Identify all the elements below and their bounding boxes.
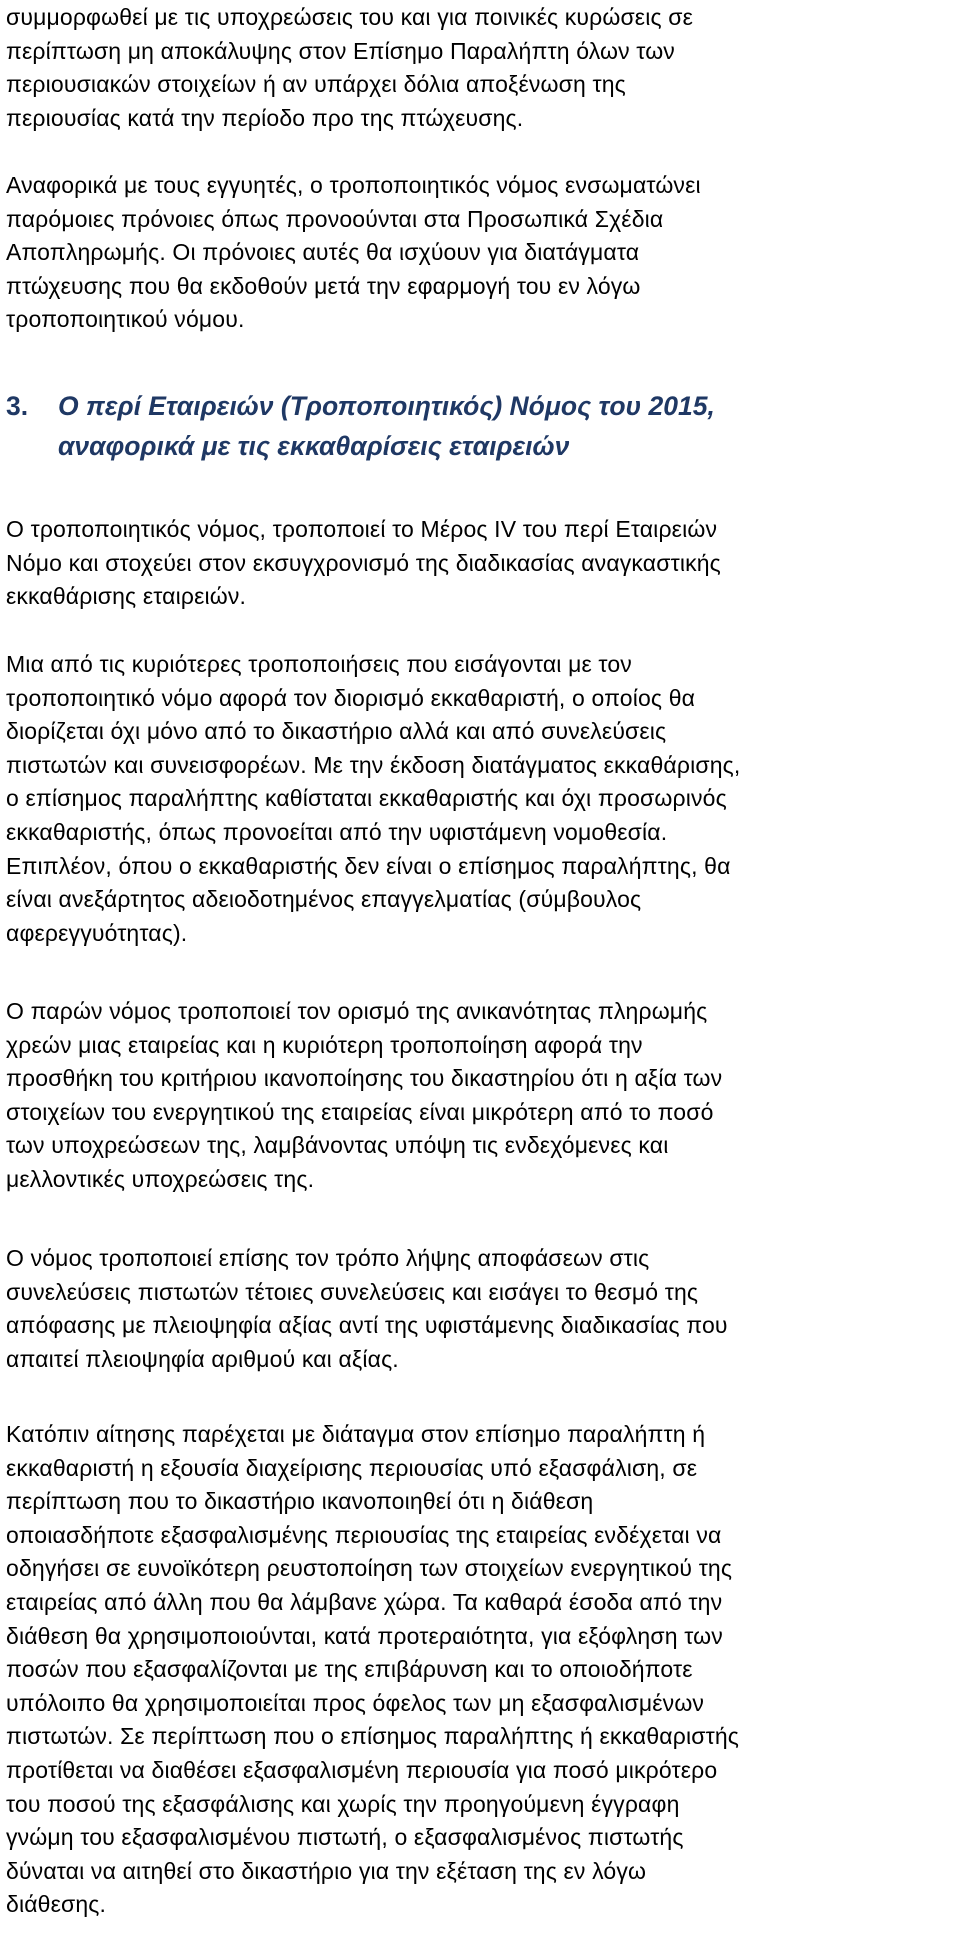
section-number: 3. bbox=[6, 391, 29, 421]
paragraph-amending-law-part-iv: Ο τροποποιητικός νόμος, τροποποιεί το Μέρος IV του περί Εταιρειών Νόμο και στοχεύει στον εκσυγχρονισμό της διαδικασίας αναγκαστικής εκκαθάρισης εταιρειών. bbox=[6, 516, 721, 610]
section-heading-companies-law bbox=[6, 386, 715, 466]
paragraph-liquidator-appointment: Μια από τις κυριότερες τροποποιήσεις που εισάγονται με τον τροποποιητικό νόμο αφορά τον διορισμό εκκαθαριστή, ο οποίος θα διορίζεται όχι μόνο από το δικαστήριο αλλά και από συνελεύσεις πιστωτών και συνεισφορέων. Με την έκδοση διατάγματος εκκαθάρισης, ο επίσημος παραλήπτης καθίσταται εκκαθαριστής και όχι προσωρινός εκκαθαριστής, όπως προνοείται από την υφιστάμενη νομοθεσία. Επιπλέον, όπου ο εκκαθαριστής δεν είναι ο επίσημος παραλήπτης, θα είναι ανεξάρτητος αδειοδοτημένος επαγγελματίας (σύμβουλος αφερεγγυότητας). bbox=[6, 651, 741, 946]
paragraph-bankruptcy-obligations: συμμορφωθεί με τις υποχρεώσεις του και για ποινικές κυρώσεις σε περίπτωση μη αποκάλυψης στον Επίσημο Παραλήπτη όλων των περιουσιακών στοιχείων ή αν υπάρχει δόλια αποξένωση της περιουσίας κατά την περίοδο προ της πτώχευσης. bbox=[6, 4, 693, 131]
paragraph-secured-property: Κατόπιν αίτησης παρέχεται με διάταγμα στον επίσημο παραλήπτη ή εκκαθαριστή η εξουσία διαχείρισης περιουσίας υπό εξασφάλιση, σε περίπτωση που το δικαστήριο ικανοποιηθεί ότι η διάθεση οποιασδήποτε εξασφαλισμένης περιουσίας της εταιρείας ενδέχεται να οδηγήσει σε ευνοϊκότερη ρευστοποίηση των στοιχείων ενεργητικού της εταιρείας από άλλη που θα λάμβανε χώρα. Τα καθαρά έσοδα από την διάθεση θα χρησιμοποιούνται, κατά προτεραιότητα, για εξόφληση των ποσών που εξασφαλίζονται με της επιβάρυνση και το οποιοδήποτε υπόλοιπο θα χρησιμοποιείται προς όφελος των μη εξασφαλισμένων πιστωτών. Σε περίπτωση που ο επίσημος παραλήπτης ή εκκαθαριστής προτίθεται να διαθέσει εξασφαλισμένη περιουσία για ποσό μικρότερο του ποσού της εξασφάλισης και χωρίς την προηγούμενη έγγραφη γνώμη του εξασφαλισμένου πιστωτή, ο εξασφαλισμένος πιστωτής δύναται να αιτηθεί στο δικαστήριο για την εξέταση της εν λόγω διάθεσης. bbox=[6, 1421, 739, 1918]
paragraph-inability-to-pay: Ο παρών νόμος τροποποιεί τον ορισμό της ανικανότητας πληρωμής χρεών μιας εταιρείας και η κυριότερη τροποποίηση αφορά την προσθήκη του κριτήριου ικανοποίησης του δικαστηρίου ότι η αξία των στοιχείων του ενεργητικού της εταιρείας είναι μικρότερη από το ποσό των υποχρεώσεων της, λαμβάνοντας υπόψη τις ενδεχόμενες και μελλοντικές υποχρεώσεις της. bbox=[6, 998, 723, 1192]
paragraph-creditor-meetings: Ο νόμος τροποποιεί επίσης τον τρόπο λήψης αποφάσεων στις συνελεύσεις πιστωτών τέτοιες συνελεύσεις και εισάγει το θεσμό της απόφασης με πλειοψηφία αξίας αντί της υφιστάμενης διαδικασίας που απαιτεί πλειοψηφία αριθμού και αξίας. bbox=[6, 1245, 728, 1372]
paragraph-guarantors: Αναφορικά με τους εγγυητές, ο τροποποιητικός νόμος ενσωματώνει παρόμοιες πρόνοιες όπως προνοούνται στα Προσωπικά Σχέδια Αποπληρωμής. Οι πρόνοιες αυτές θα ισχύουν για διατάγματα πτώχευσης που θα εκδοθούν μετά την εφαρμογή του εν λόγω τροποποιητικού νόμου. bbox=[6, 172, 701, 333]
section-title: Ο περί Εταιρειών (Τροποποιητικός) Νόμος του 2015, αναφορικά με τις εκκαθαρίσεις εταιρειών bbox=[58, 391, 715, 461]
